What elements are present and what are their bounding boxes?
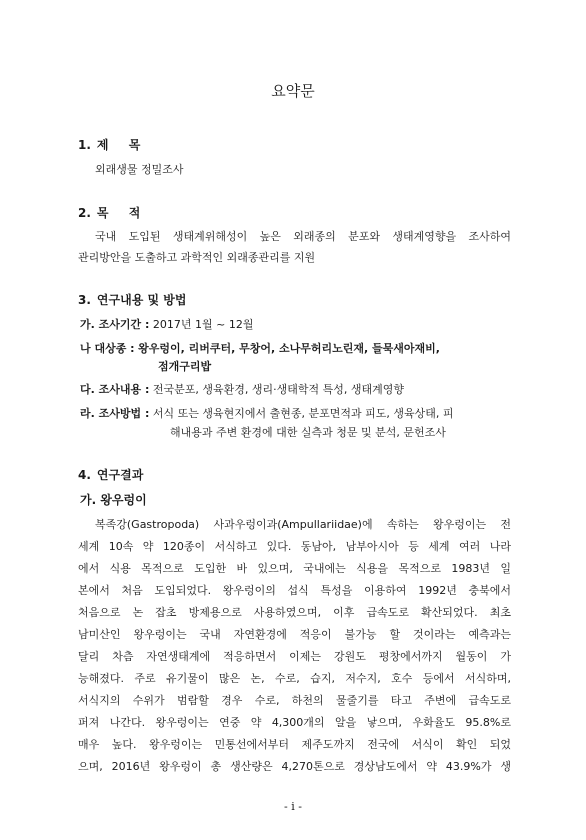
result-paragraph-line: 능해졌다. 주로 유기물이 많은 논, 수로, 습지, 저수지, 호수 등에서 서식하며, (78, 672, 511, 685)
result-paragraph-line: 으며, 2016년 왕우렁이 총 생산량은 4,270톤으로 경상남도에서 약 43.9%가 생 (78, 760, 511, 773)
result-paragraph-line: 매우 높다. 왕우렁이는 민통선에서부터 제주도까지 전국에 서식이 확인 되었 (78, 738, 511, 751)
section-title: 제 목 (96, 138, 149, 152)
result-paragraph-line: 본에서 처음 도입되었다. 왕우렁이의 섭식 특성을 이용하여 1992년 충북에서 (78, 584, 511, 597)
survey-method-value-cont: 해내용과 주변 환경에 대한 실측과 청문 및 분석, 문헌조사 (170, 426, 446, 439)
target-species-value: 왕우렁이, 리버쿠터, 무창어, 소나무허리노린재, 들묵새아재비, (138, 342, 440, 355)
target-species-row (80, 340, 440, 356)
survey-content-value: 전국분포, 생육환경, 생리·생태학적 특성, 생태계영향 (152, 383, 404, 396)
survey-method-value: 서식 또는 생육현지에서 출현종, 분포면적과 피도, 생육상태, 피 (152, 407, 454, 420)
survey-content-label: 다. 조사내용 : (80, 383, 150, 396)
section-1-body: 외래생물 정밀조사 (95, 163, 184, 176)
result-paragraph-line: 달리 차츰 자연생태계에 적응하면서 이제는 강원도 평창에서까지 월동이 가 (78, 650, 511, 663)
section-number: 1. (78, 138, 91, 152)
section-2-heading (78, 204, 148, 221)
result-paragraph-line: 복족강(Gastropoda) 사과우렁이과(Ampullariidae)에 속하는 왕우렁이는 전 (95, 518, 511, 531)
survey-period-value: 2017년 1월 ~ 12월 (152, 318, 254, 331)
survey-period-label: 가. 조사기간 : (80, 318, 150, 331)
result-paragraph-line: 남미산인 왕우렁이는 국내 자연환경에 적응이 불가능 할 것이라는 예측과는 (78, 628, 511, 641)
section-4-heading (78, 466, 143, 483)
section-number: 2. (78, 206, 91, 220)
page-number: - i - (284, 800, 302, 813)
section-1-heading (78, 136, 148, 153)
section-number: 3. (78, 293, 91, 307)
section-title: 목 적 (96, 206, 149, 220)
survey-content-row (80, 381, 404, 397)
section-2-line: 국내 도입된 생태계위해성이 높은 외래종의 분포와 생태계영향을 조사하여 (95, 230, 511, 243)
result-paragraph-line: 서식지의 수위가 범람할 경우 수로, 하천의 물줄기를 타고 주변에 급속도로 (78, 694, 511, 707)
result-paragraph-line: 퍼져 나간다. 왕우렁이는 연중 약 4,300개의 알을 낳으며, 우화율도 95.8%로 (78, 716, 511, 729)
survey-period-row (80, 316, 253, 332)
page-title: 요약문 (271, 82, 315, 100)
section-title: 연구내용 및 방법 (96, 293, 187, 307)
survey-method-row (80, 405, 454, 421)
subsection-heading: 가. 왕우렁이 (80, 493, 147, 507)
target-species-value-cont: 점개구리밥 (158, 360, 212, 373)
target-species-label: 나 대상종 : (80, 342, 135, 355)
section-2-line: 관리방안을 도출하고 과학적인 외래종관리를 지원 (78, 251, 316, 264)
section-number: 4. (78, 468, 91, 482)
result-paragraph-line: 에서 식용 목적으로 도입한 바 있으며, 국내에는 식용을 목적으로 1983년 일 (78, 562, 511, 575)
result-paragraph-line: 세계 10속 약 120종이 서식하고 있다. 동남아, 남부아시아 등 세계 여러 나라 (78, 540, 511, 553)
survey-method-label: 라. 조사방법 : (80, 407, 150, 420)
section-title: 연구결과 (96, 468, 144, 482)
section-3-heading (78, 291, 186, 308)
result-paragraph-line: 처음으로 논 잡초 방제용으로 사용하였으며, 이후 급속도로 확산되었다. 최초 (78, 606, 511, 619)
